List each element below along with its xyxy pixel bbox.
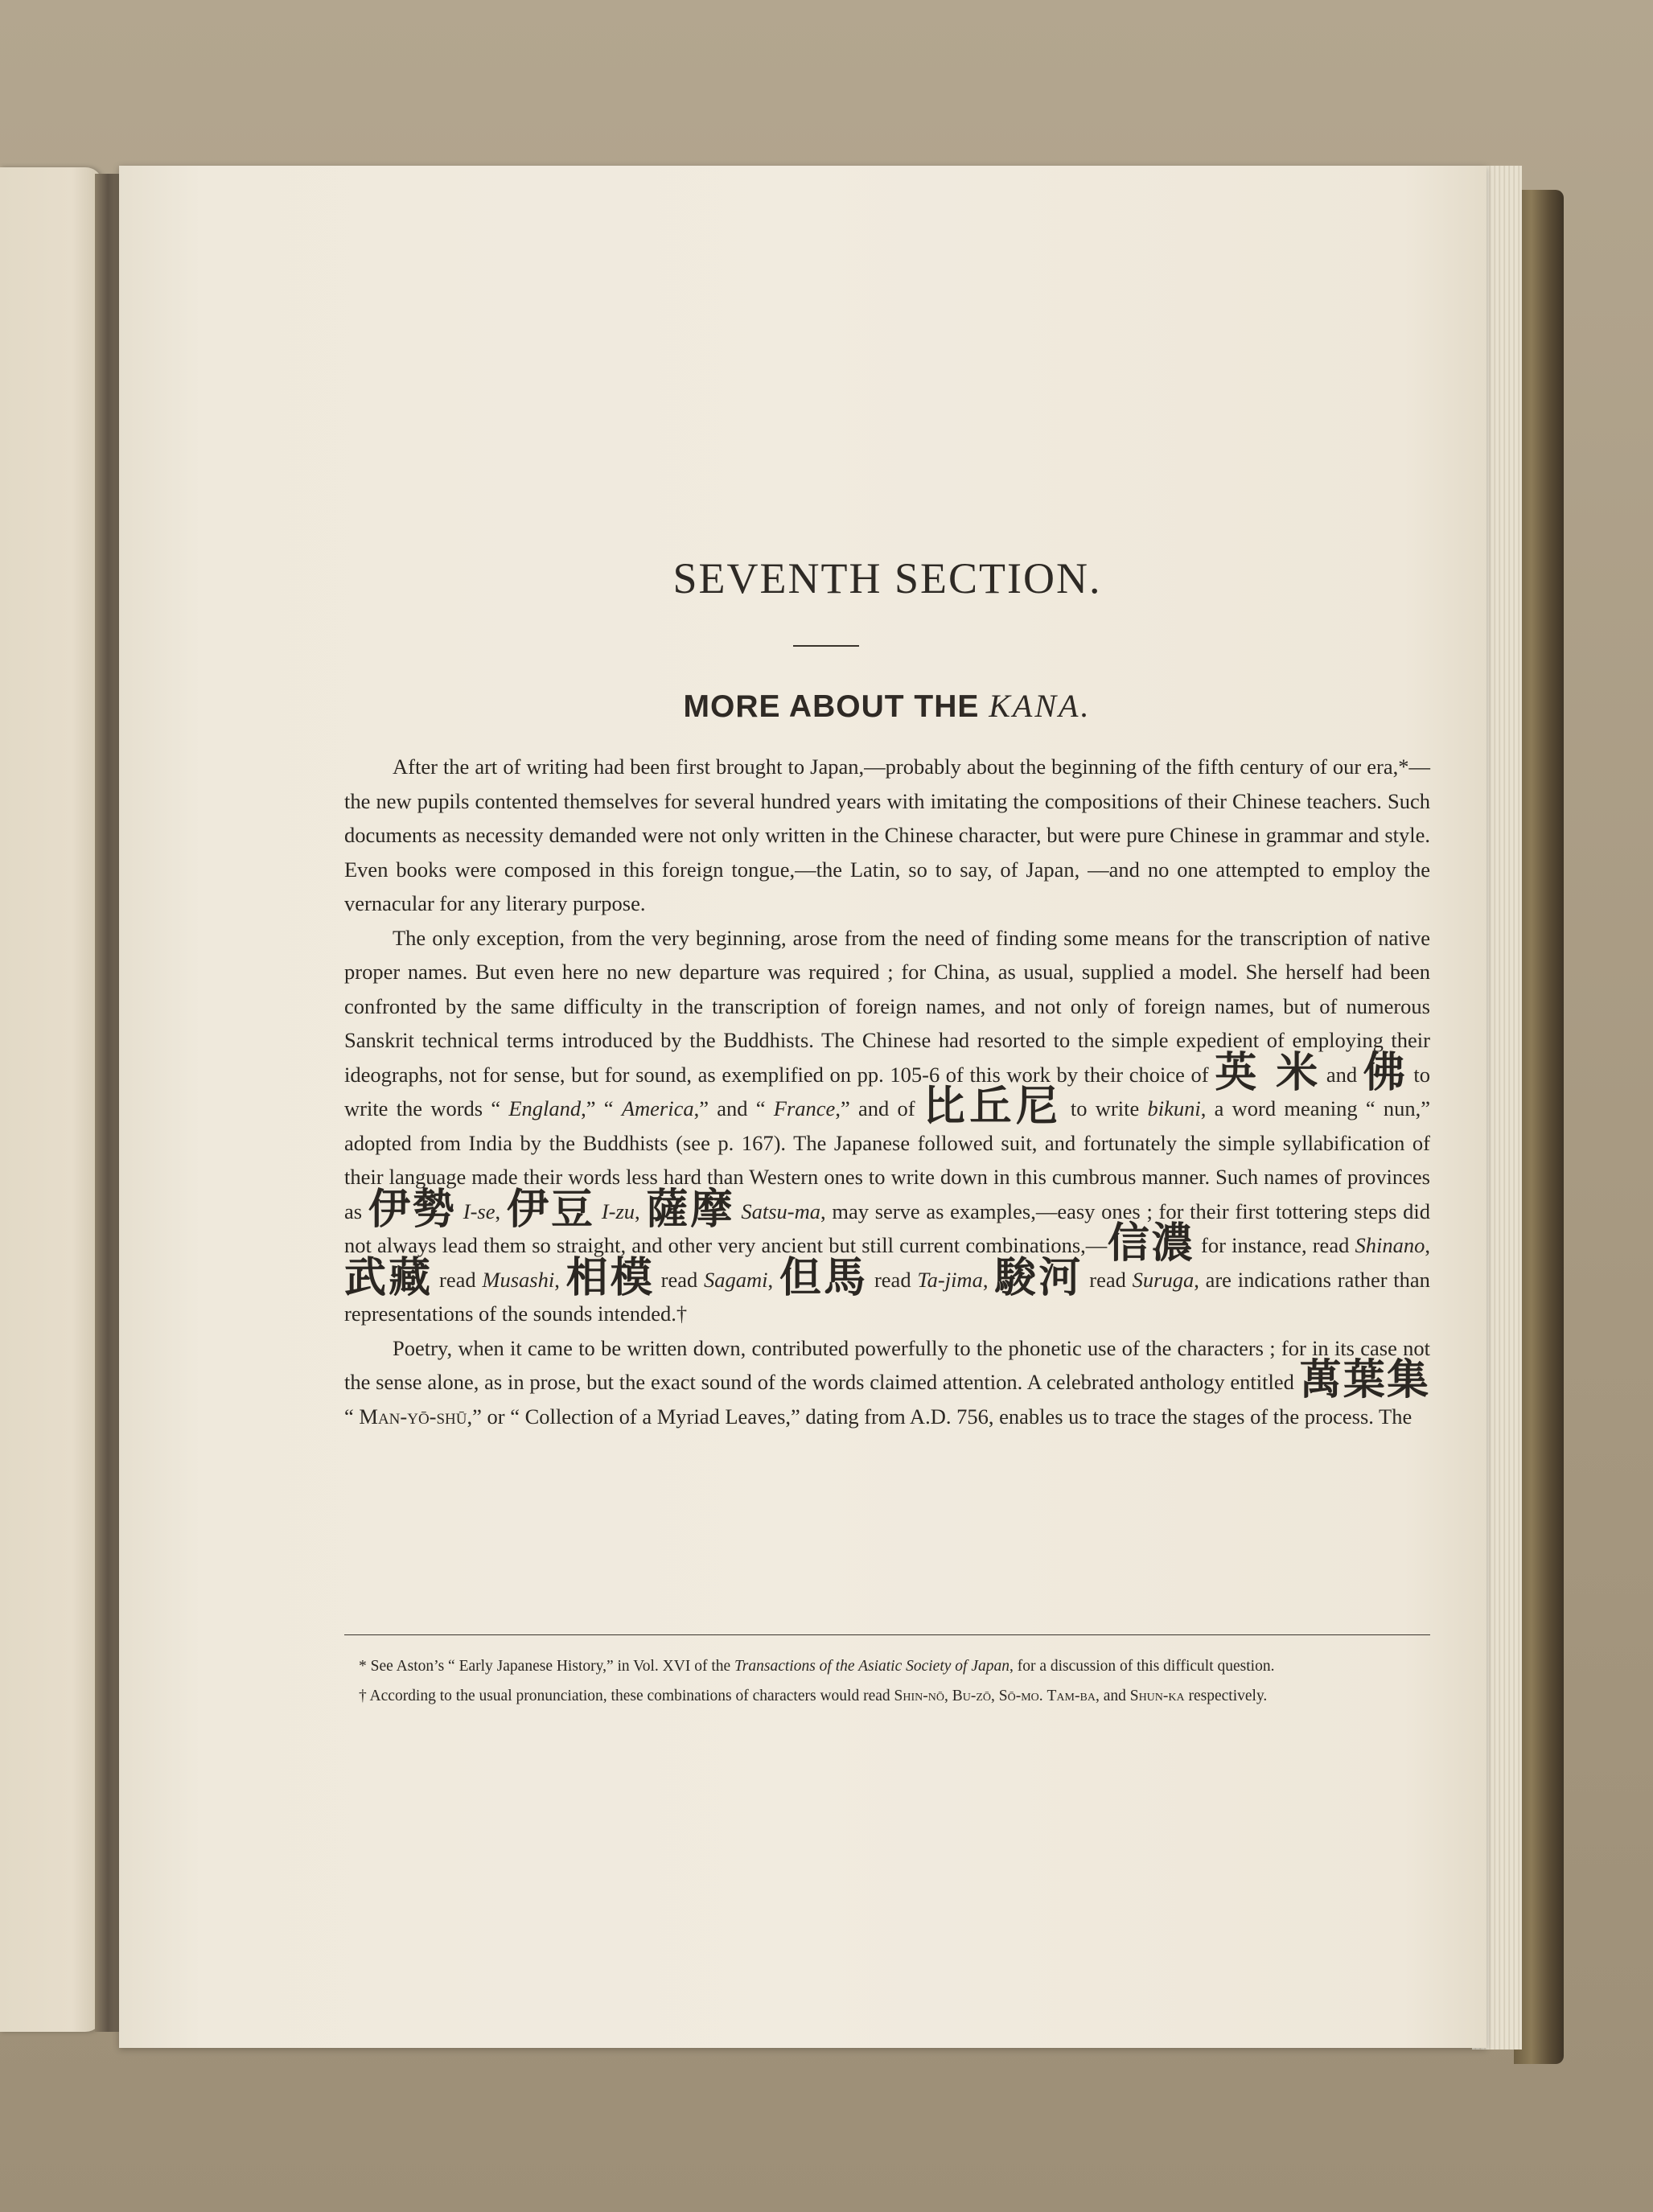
cjk-characters: 信濃 (1107, 1219, 1195, 1268)
body-paragraph-2 (344, 921, 1430, 1331)
text-run: , (982, 1267, 995, 1292)
text-run: , (944, 1688, 952, 1704)
small-caps-term: Tam-ba (1046, 1688, 1096, 1704)
italic-term: I-se (463, 1199, 495, 1223)
italic-term: England (508, 1096, 582, 1120)
italic-term: France (773, 1096, 836, 1120)
text-run: * See Aston’s “ Early Japanese History,” in Vol. XVI of the (359, 1658, 735, 1675)
text-run: , (495, 1199, 507, 1223)
italic-term: Suruga (1132, 1267, 1195, 1292)
text-run: , are indications rather than representations of the sounds intended.† (344, 1267, 1430, 1326)
italic-term: Musashi (482, 1267, 555, 1292)
cjk-characters: 英 米 (1215, 1048, 1321, 1097)
italic-term: Satsu-ma (741, 1199, 820, 1223)
cjk-characters: 武藏 (344, 1253, 434, 1302)
footnote-rule (344, 1634, 1430, 1635)
book-page (119, 166, 1486, 2048)
italic-term: I-zu (601, 1199, 635, 1223)
section-title: SEVENTH SECTION. (672, 554, 1102, 602)
cjk-characters: 萬葉集 (1299, 1356, 1430, 1404)
title-rule (793, 645, 859, 647)
body-paragraph-3 (344, 1331, 1430, 1434)
text-run: , (635, 1199, 647, 1223)
italic-term: bikuni (1147, 1096, 1201, 1120)
small-caps-term: Man-yō-shū (359, 1404, 467, 1429)
cjk-characters: 伊勢 (368, 1185, 458, 1234)
left-page-edge (0, 167, 103, 2032)
text-run: “ (344, 1404, 360, 1429)
text-run: † According to the usual pronunciation, these combinations of characters would read (359, 1688, 894, 1704)
body-paragraph-1 (344, 750, 1430, 921)
text-run (595, 1199, 602, 1223)
text-run: ,” and of (835, 1096, 923, 1120)
text-run: to write (1062, 1096, 1148, 1120)
text-run: , for a discussion of this difficult question. (1009, 1658, 1275, 1675)
subtitle-italic: KANA. (989, 688, 1092, 724)
text-run: , (1425, 1233, 1430, 1257)
cjk-characters: 相模 (565, 1253, 655, 1302)
chapter-subtitle (344, 687, 1430, 725)
italic-term: Sagami (704, 1267, 768, 1292)
italic-term: America (621, 1096, 694, 1120)
text-run: and (1320, 1062, 1363, 1087)
small-caps-term: Shun-ka (1129, 1688, 1185, 1704)
text-run: read (1083, 1267, 1133, 1292)
small-caps-term: Sō-mo (998, 1688, 1039, 1704)
cjk-characters: 但馬 (779, 1253, 869, 1302)
text-run: Poetry, when it came to be written down, contributed powerfully to the phonetic use of the characters ; for in its case not the sense alone, as in prose, but the exact sound of the words claimed attention. A celebrated anthology entitled (344, 1335, 1430, 1394)
cjk-characters: 薩摩 (646, 1185, 735, 1234)
text-run: The only exception, from the very beginning, arose from the need of finding some means for the transcription of native proper names. But even here no new departure was required ; for China, as usual, supplied a model. She herself had been confronted by the same difficulty in the transcription of foreign names, and not only of foreign names, but of numerous Sanskrit technical terms introduced by the Buddhists. The Chinese had resorted to the simple expedient of employing their ideographs, not for sense, but for sound, as exemplified on pp. 105-6 of this work by their choice of (344, 925, 1430, 1087)
text-run: , may serve as examples,—easy ones ; for their first tottering steps did not always lead them so straight, and other very ancient but still current combinations,— (344, 1199, 1430, 1257)
text-run: ,” “ (581, 1096, 622, 1120)
text-run (457, 1199, 463, 1223)
subtitle-plain: MORE ABOUT THE (683, 689, 980, 724)
footnotes (344, 1654, 1430, 1713)
body-text (344, 750, 1430, 1433)
small-caps-term: Bu-zō (952, 1688, 991, 1704)
text-run: respectively. (1184, 1688, 1268, 1704)
footnote-1 (344, 1654, 1430, 1679)
text-run: , (767, 1267, 779, 1292)
text-run: . (1038, 1688, 1047, 1704)
italic-term: Shinano (1355, 1233, 1425, 1257)
italic-term: Transactions of the Asiatic Society of Japan (734, 1658, 1009, 1675)
text-run: for instance, read (1195, 1233, 1355, 1257)
text-run: , and (1095, 1688, 1130, 1704)
text-run: , a word meaning “ nun,” adopted from India by the Buddhists (see p. 167). The Japanese followed suit, and fortunately the simple syllabification of their language made their words less hard than Western ones to write down in this cumbrous manner. Such names of provinces as (344, 1096, 1430, 1223)
cjk-characters: 比丘尼 (923, 1083, 1063, 1131)
small-caps-term: Shin-nō (894, 1688, 944, 1704)
text-run: read (433, 1267, 483, 1292)
italic-term: Ta-jima (917, 1267, 983, 1292)
text-run: read (868, 1267, 918, 1292)
text-run: , (554, 1267, 566, 1292)
footnote-2 (344, 1684, 1430, 1708)
text-run: After the art of writing had been first brought to Japan,—probably about the beginning of the fifth century of our era,*—the new pupils contented themselves for several hundred years with imitating the compositions of their Chinese teachers. Such documents as necessity demanded were not only written in the Chinese character, but were pure Chinese in grammar and style. Even books were composed in this foreign tongue,—the Latin, so to say, of Japan, —and no one attempted to employ the vernacular for any literary purpose. (344, 754, 1430, 915)
cjk-characters: 伊豆 (506, 1185, 596, 1234)
text-run: ,” or “ Collection of a Myriad Leaves,” dating from A.D. 756, enables us to trace the stages of the process. The (467, 1404, 1412, 1429)
text-run: read (654, 1267, 705, 1292)
cjk-characters: 駿河 (994, 1253, 1083, 1302)
text-run: , (991, 1688, 999, 1704)
text-run: ,” and “ (693, 1096, 774, 1120)
cjk-characters: 佛 (1363, 1048, 1408, 1097)
text-run: to write the words “ (344, 1062, 1430, 1120)
